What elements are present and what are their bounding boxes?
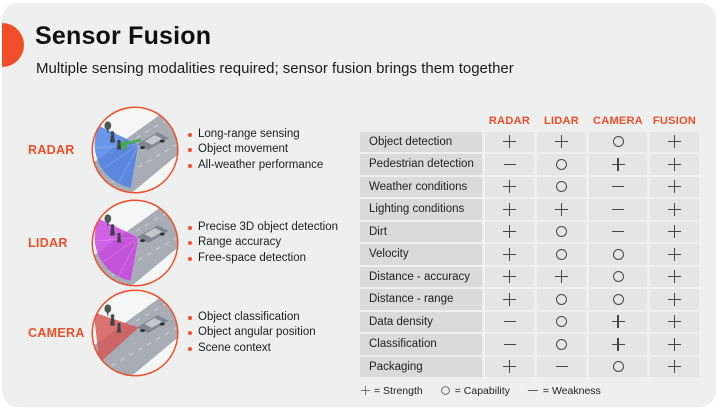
row-label: Weather conditions [360, 177, 482, 198]
plus-icon [668, 135, 681, 148]
table-cell [485, 199, 534, 220]
table-cell [589, 334, 647, 355]
table-cell [650, 267, 699, 288]
table-cell [537, 199, 586, 220]
comparison-table [360, 109, 699, 377]
legend-text: = Strength [374, 384, 423, 397]
legend-item [361, 384, 423, 397]
bullet-dot-icon [188, 347, 192, 351]
table-cell [537, 154, 586, 175]
bullet-dot-icon [188, 164, 192, 168]
row-label: Dirt [360, 222, 482, 243]
minus-icon [612, 186, 624, 187]
plus-icon [503, 248, 516, 261]
row-label: Velocity [360, 244, 482, 265]
table-cell [589, 222, 647, 243]
bullet-dot-icon [188, 148, 192, 152]
table-cell [589, 199, 647, 220]
table-cell [537, 312, 586, 333]
bullet-text: Precise 3D object detection [198, 220, 338, 233]
table-cell [537, 177, 586, 198]
table-cell [650, 357, 699, 378]
table-cell [589, 154, 647, 175]
page-subtitle: Multiple sensing modalities required; sensor fusion brings them together [36, 60, 514, 77]
sensor-label: CAMERA [28, 326, 85, 340]
plus-icon [668, 158, 681, 171]
table-cell [485, 289, 534, 310]
bullet-text: Long-range sensing [198, 127, 300, 140]
sensor-bullet [188, 341, 316, 357]
bullet-text: Object classification [198, 310, 300, 323]
row-label: Data density [360, 312, 482, 333]
slide-card [2, 3, 716, 407]
sensor-illustration [90, 288, 180, 378]
table-cell [485, 132, 534, 153]
sensor-bullets [188, 220, 338, 267]
circle-icon [613, 271, 624, 282]
plus-icon [612, 338, 625, 351]
table-cell [485, 312, 534, 333]
page-title: Sensor Fusion [35, 22, 212, 50]
row-label: Distance - range [360, 289, 482, 310]
table-cell [589, 312, 647, 333]
table-cell [650, 222, 699, 243]
table-cell [650, 154, 699, 175]
plus-icon [555, 135, 568, 148]
sensor-label: RADAR [28, 143, 75, 157]
sensor-row-radar [28, 104, 323, 196]
plus-icon [503, 203, 516, 216]
sensor-illustration [90, 198, 180, 288]
sensor-bullet [188, 325, 316, 341]
circle-icon [613, 294, 624, 305]
sensor-illustration [90, 105, 180, 195]
sensor-row-camera [28, 287, 316, 379]
table-cell [485, 177, 534, 198]
plus-icon [668, 315, 681, 328]
minus-icon [612, 231, 624, 232]
sensor-bullet [188, 220, 338, 236]
table-cell [537, 244, 586, 265]
plus-icon [503, 360, 516, 373]
bullet-text: Object angular position [198, 326, 316, 339]
circle-icon [441, 386, 450, 395]
plus-icon [503, 180, 516, 193]
plus-icon [555, 203, 568, 216]
legend-text: = Weakness [542, 384, 601, 397]
sensor-bullet [188, 251, 338, 267]
plus-icon [361, 386, 370, 395]
legend-text: = Capability [454, 384, 510, 397]
column-header-lidar: LIDAR [543, 114, 580, 127]
table-cell [650, 199, 699, 220]
circle-icon [556, 249, 567, 260]
row-label: Pedestrian detection [360, 154, 482, 175]
bullet-text: Free-space detection [198, 251, 307, 264]
column-header-radar: RADAR [488, 114, 531, 127]
bullet-dot-icon [188, 241, 192, 245]
table-cell [650, 244, 699, 265]
bullet-text: All-weather performance [198, 158, 324, 171]
sensor-row-lidar [28, 197, 338, 289]
accent-half-disc [2, 23, 24, 67]
circle-icon [556, 181, 567, 192]
plus-icon [668, 180, 681, 193]
table-cell [537, 357, 586, 378]
circle-icon [556, 159, 567, 170]
plus-icon [668, 203, 681, 216]
table-cell [485, 244, 534, 265]
circle-icon [556, 316, 567, 327]
table-legend [361, 384, 601, 397]
circle-icon [613, 361, 624, 372]
table-cell [537, 289, 586, 310]
row-label: Lighting conditions [360, 199, 482, 220]
sensor-label: LIDAR [28, 236, 68, 250]
table-cell [485, 357, 534, 378]
bullet-text: Scene context [198, 341, 271, 354]
table-cell [589, 244, 647, 265]
sensor-bullet [188, 158, 323, 174]
minus-icon [612, 209, 624, 210]
table-cell [650, 289, 699, 310]
table-cell [650, 312, 699, 333]
circle-icon [556, 294, 567, 305]
plus-icon [503, 135, 516, 148]
table-cell [537, 334, 586, 355]
sensor-bullets [188, 127, 323, 174]
table-cell [537, 222, 586, 243]
table-cell [650, 132, 699, 153]
sensor-bullets [188, 310, 316, 357]
circle-icon [556, 339, 567, 350]
table-cell [537, 267, 586, 288]
minus-icon [528, 390, 538, 391]
plus-icon [668, 293, 681, 306]
plus-icon [555, 270, 568, 283]
table-cell [589, 357, 647, 378]
table-cell [589, 132, 647, 153]
table-cell [485, 334, 534, 355]
row-label: Object detection [360, 132, 482, 153]
plus-icon [668, 338, 681, 351]
sensor-bullet [188, 142, 323, 158]
bullet-dot-icon [188, 257, 192, 261]
table-cell [589, 267, 647, 288]
legend-item [440, 385, 510, 397]
circle-icon [556, 226, 567, 237]
plus-icon [503, 225, 516, 238]
plus-icon [668, 248, 681, 261]
plus-icon [503, 270, 516, 283]
table-cell [589, 177, 647, 198]
table-cell [485, 267, 534, 288]
plus-icon [612, 158, 625, 171]
table-cell [650, 334, 699, 355]
bullet-dot-icon [188, 316, 192, 320]
plus-icon [503, 293, 516, 306]
table-cell [485, 222, 534, 243]
plus-icon [668, 270, 681, 283]
plus-icon [612, 315, 625, 328]
column-header-fusion: FUSION [652, 114, 697, 127]
table-cell [537, 132, 586, 153]
table-cell [589, 289, 647, 310]
row-label: Packaging [360, 357, 482, 378]
table-cell [650, 177, 699, 198]
sensor-bullet [188, 310, 316, 326]
table-cell [485, 154, 534, 175]
minus-icon [504, 164, 516, 165]
legend-item [527, 385, 601, 397]
row-label: Classification [360, 334, 482, 355]
sensor-bullet [188, 127, 323, 143]
bullet-dot-icon [188, 331, 192, 335]
plus-icon [668, 225, 681, 238]
minus-icon [504, 344, 516, 345]
row-label: Distance - accuracy [360, 267, 482, 288]
bullet-dot-icon [188, 226, 192, 230]
minus-icon [556, 366, 568, 367]
bullet-text: Range accuracy [198, 236, 282, 249]
circle-icon [613, 249, 624, 260]
plus-icon [668, 360, 681, 373]
bullet-text: Object movement [198, 143, 289, 156]
minus-icon [504, 321, 516, 322]
column-header-camera: CAMERA [592, 114, 644, 127]
circle-icon [613, 136, 624, 147]
sensor-bullet [188, 235, 338, 251]
table-corner-spacer [360, 109, 482, 130]
bullet-dot-icon [188, 133, 192, 137]
